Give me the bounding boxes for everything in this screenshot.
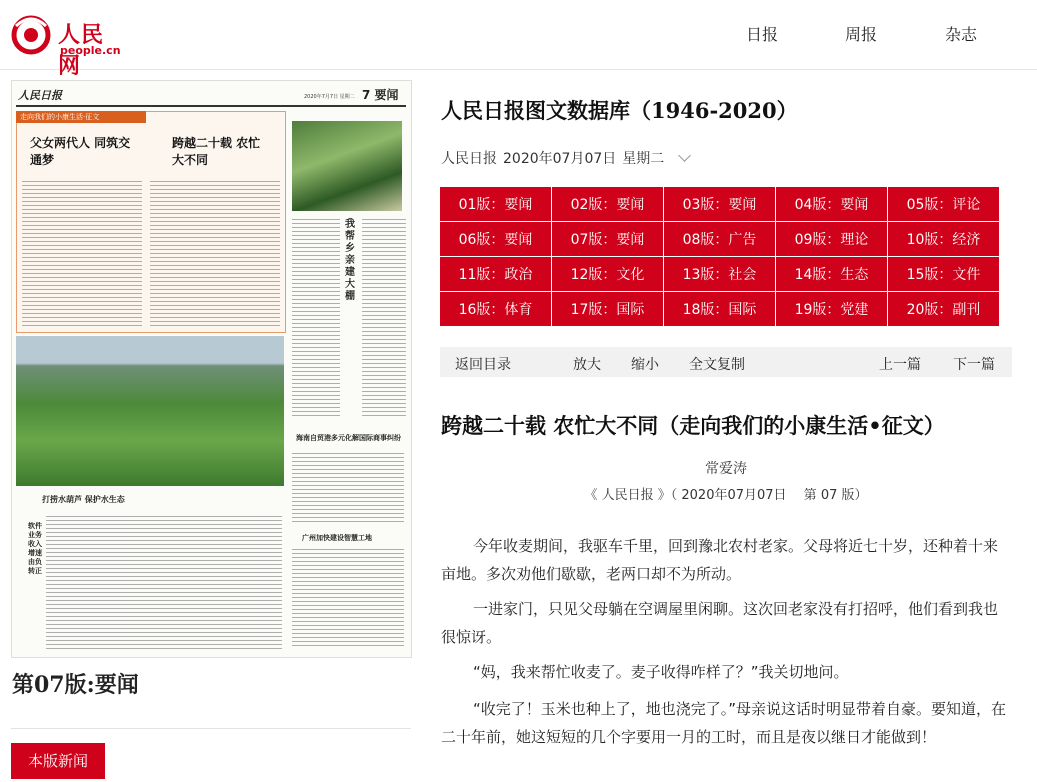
edition-link[interactable]: 15版：文件 bbox=[888, 257, 999, 291]
edition-link[interactable]: 16版：体育 bbox=[440, 292, 551, 326]
preview-rule bbox=[16, 105, 406, 107]
people-logo[interactable] bbox=[10, 14, 121, 79]
copy-full-text-button[interactable]: 全文复制 bbox=[689, 357, 745, 373]
database-title: 人民日报图文数据库（1946-2020） bbox=[441, 98, 798, 123]
logo-subtitle: people.cn bbox=[60, 44, 121, 57]
preview-headline-left[interactable]: 父女两代人 同筑交通梦 bbox=[30, 136, 131, 167]
newspaper-page-preview[interactable] bbox=[11, 80, 412, 658]
edition-link[interactable]: 01版：要闻 bbox=[440, 187, 551, 221]
preview-text-block bbox=[150, 181, 280, 329]
edition-link[interactable]: 02版：要闻 bbox=[552, 187, 663, 221]
previous-article-button[interactable]: 上一篇 bbox=[879, 357, 921, 373]
zoom-in-button[interactable]: 放大 bbox=[573, 357, 601, 373]
zoom-out-button[interactable]: 缩小 bbox=[631, 357, 659, 373]
preview-column-head: 走向我们的小康生活·征文 bbox=[16, 111, 146, 123]
edition-link[interactable]: 04版：要闻 bbox=[776, 187, 887, 221]
nav-magazine[interactable]: 杂志 bbox=[945, 25, 978, 44]
edition-link[interactable]: 06版：要闻 bbox=[440, 222, 551, 256]
nav-weekly[interactable]: 周报 bbox=[845, 25, 878, 44]
back-to-index-button[interactable]: 返回目录 bbox=[455, 357, 511, 373]
edition-link[interactable]: 18版：国际 bbox=[664, 292, 775, 326]
preview-text-block bbox=[292, 453, 404, 523]
edition-link[interactable]: 05版：评论 bbox=[888, 187, 999, 221]
preview-text-block bbox=[292, 549, 404, 649]
preview-text-block bbox=[362, 219, 406, 419]
site-header bbox=[0, 0, 1037, 79]
nav-daily[interactable]: 日报 bbox=[746, 25, 779, 44]
edition-link[interactable]: 12版：文化 bbox=[552, 257, 663, 291]
date-selector[interactable] bbox=[441, 148, 689, 168]
preview-masthead: 人民日报 bbox=[18, 89, 62, 102]
preview-text-block bbox=[22, 181, 142, 329]
date-value: 2020年07月07日 bbox=[503, 151, 617, 167]
edition-link[interactable]: 13版：社会 bbox=[664, 257, 775, 291]
edition-link[interactable]: 09版：理论 bbox=[776, 222, 887, 256]
edition-news-button[interactable]: 本版新闻 bbox=[11, 743, 105, 779]
preview-side-headline[interactable]: 海南自贸港多元化解国际商事纠纷 bbox=[296, 433, 401, 442]
preview-side-headline-2[interactable]: 广州加快建设智慧工地 bbox=[302, 533, 372, 542]
edition-link[interactable]: 11版：政治 bbox=[440, 257, 551, 291]
preview-bottom-headline[interactable]: 软件业务收入增速由负转正 bbox=[28, 521, 42, 575]
edition-link[interactable]: 03版：要闻 bbox=[664, 187, 775, 221]
logo-emblem-icon bbox=[10, 14, 52, 56]
article-source: 《 人民日报 》（ 2020年07月07日 第 07 版） bbox=[584, 488, 868, 503]
date-weekday: 星期二 bbox=[622, 151, 665, 167]
edition-link[interactable]: 20版：副刊 bbox=[888, 292, 999, 326]
next-article-button[interactable]: 下一篇 bbox=[953, 357, 995, 373]
chevron-down-icon[interactable] bbox=[678, 149, 691, 162]
date-paper-name: 人民日报 bbox=[441, 151, 497, 167]
edition-link[interactable]: 08版：广告 bbox=[664, 222, 775, 256]
preview-page-label: 7 要闻 bbox=[362, 88, 399, 102]
preview-greenhouse-photo[interactable] bbox=[292, 121, 402, 211]
divider bbox=[11, 728, 411, 729]
article-paragraph: 一进家门，只见父母躺在空调屋里闲聊。这次回老家没有打招呼，他们看到我也很惊讶。 bbox=[441, 600, 999, 646]
preview-river-photo[interactable] bbox=[16, 336, 284, 486]
article-paragraph: “妈，我来帮忙收麦了。麦子收得咋样了？”我关切地问。 bbox=[473, 663, 849, 681]
preview-text-block bbox=[46, 516, 282, 651]
preview-photo-caption: 打捞水葫芦 保护水生态 bbox=[42, 494, 125, 504]
preview-date: 2020年7月7日 星期二 bbox=[304, 94, 355, 100]
article-paragraph: “收完了！玉米也种上了，地也浇完了。”母亲说这话时明显带着自豪。要知道，在二十年前，她这短短的几个字要用一月的工时，而且是夜以继日才能做到！ bbox=[441, 700, 1007, 746]
edition-link[interactable]: 10版：经济 bbox=[888, 222, 999, 256]
edition-title: 第07版:要闻 bbox=[12, 672, 139, 698]
edition-link[interactable]: 17版：国际 bbox=[552, 292, 663, 326]
article-toolbar bbox=[440, 347, 1012, 377]
edition-link[interactable]: 07版：要闻 bbox=[552, 222, 663, 256]
edition-link[interactable]: 19版：党建 bbox=[776, 292, 887, 326]
article-title: 跨越二十载 农忙大不同（走向我们的小康生活•征文） bbox=[441, 414, 945, 438]
edition-link[interactable]: 14版：生态 bbox=[776, 257, 887, 291]
article-author: 常爱涛 bbox=[705, 461, 747, 477]
article-paragraph: 今年收麦期间，我驱车千里，回到豫北农村老家。父母将近七十岁，还种着十来亩地。多次劝他们歇歇，老两口却不为所动。 bbox=[441, 537, 999, 583]
preview-headline-right[interactable]: 跨越二十载 农忙大不同 bbox=[172, 136, 261, 167]
edition-grid bbox=[440, 187, 1001, 326]
logo-text: 人民网 bbox=[58, 22, 105, 79]
preview-text-block bbox=[292, 219, 340, 419]
preview-vertical-headline[interactable]: 我帮乡亲建大棚 bbox=[345, 219, 355, 302]
